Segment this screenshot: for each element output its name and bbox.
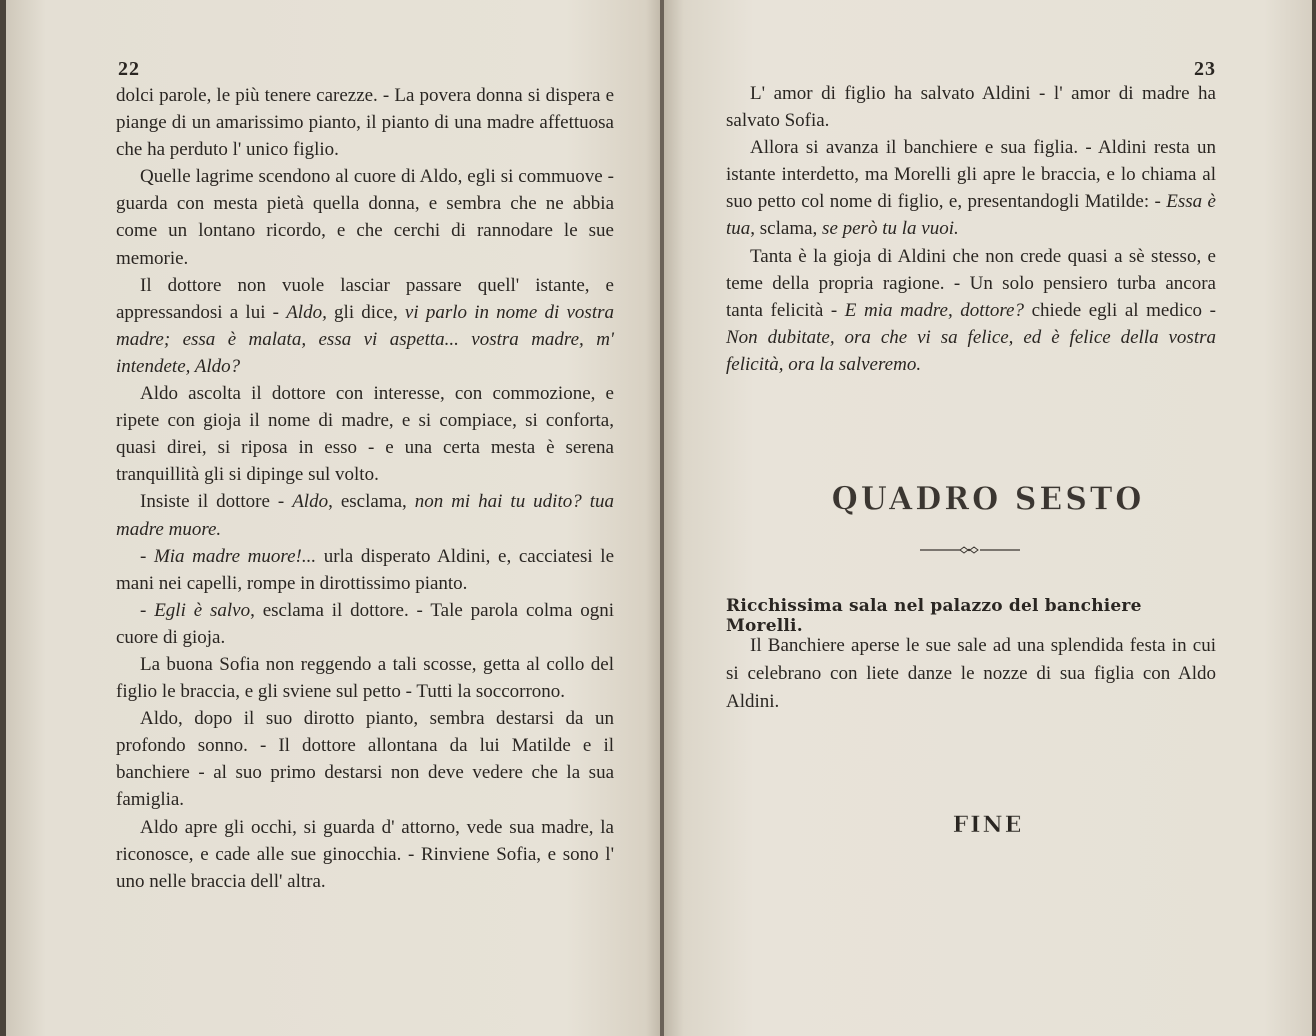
paragraph-text: Il dottore non vuole lasciar passare quell' istante, e appressandosi a lui - [116, 274, 614, 323]
italic-speech: Aldo [292, 491, 329, 513]
paragraph: Quelle lagrime scendono al cuore di Aldo, egli si commuove - guarda con mesta pietà quella donna, e sembra che ne abbia come un lontano ricordo, e che cerchi di rannodare le sue memorie. [116, 166, 614, 269]
paragraph: Aldo ascolta il dottore con interesse, con commozione, e ripete con gioja il nome di madre, e si compiace, si conforta, quasi direi, si riposa in esso - e una certa mesta è serena tranquillità gli si dipinge sul volto. [116, 383, 614, 486]
paragraph-text: - [140, 599, 155, 621]
paragraph [726, 134, 1216, 242]
italic-speech: Essa è tua [726, 191, 1216, 240]
paragraph [116, 543, 614, 597]
section-heading-text: QUADRO SESTO [831, 481, 1145, 518]
paragraph: Il Banchiere aperse le sue sale ad una splendida festa in cui si celebrano con liete danze le nozze di sua figlia con Aldo Aldini. [726, 635, 1216, 712]
right-page-text [726, 80, 1216, 378]
italic-speech: Non dubitate, ora che vi sa felice, ed è felice della vostra felicità, ora la salveremo. [726, 326, 1216, 375]
paragraph-text: - [140, 545, 154, 567]
paragraph-text: Tanta è la gioja di Aldini che non crede quasi a sè stesso, e teme della propria ragione. - Un solo pensiero turba ancora tanta felicità - [726, 245, 1216, 321]
italic-speech: non mi hai tu udito? tua madre muore. [116, 491, 614, 540]
paragraph [116, 488, 614, 542]
italic-speech: Mia madre muore!... [153, 545, 317, 567]
paragraph: Aldo, dopo il suo dirotto pianto, sembra destarsi da un profondo sonno. - Il dottore allontana da lui Matilde e il banchiere - al suo primo destarsi non deve vedere che la sua famiglia. [116, 708, 614, 811]
paragraph [116, 272, 614, 380]
scene-description [726, 632, 1216, 716]
paragraph-text: urla disperato Aldini, e, cacciatesi le mani nei capelli, rompe in dirottissimo pianto. [116, 545, 614, 594]
paragraph-text: Allora si avanza il banchiere e sua figlia. - Aldini resta un istante interdetto, ma Morelli gli apre le braccia, e lo chiama al suo petto col nome di figlio, e, presentandogli Matilde: - [726, 137, 1216, 213]
paragraph [726, 243, 1216, 378]
italic-speech: se però tu la vuoi. [822, 218, 959, 240]
end-mark: FINE [952, 812, 1024, 838]
paragraph-text: , sclama, [750, 218, 823, 240]
paragraph-text: , esclama, [328, 491, 415, 513]
paragraph-text: , esclama il dottore. - Tale parola colma ogni cuore di gioja. [116, 599, 615, 648]
paragraph [116, 597, 614, 651]
italic-speech: Aldo, [286, 301, 327, 323]
section-heading [664, 482, 1312, 517]
right-book-edge [1312, 0, 1316, 1036]
paragraph: La buona Sofia non reggendo a tali scosse, getta al collo del figlio le braccia, e gli sviene sul petto - Tutti la soccorrono. [116, 653, 614, 703]
scene-title: Ricchissima sala nel palazzo del banchiere Morelli. [726, 596, 1142, 636]
paragraph: L' amor di figlio ha salvato Aldini - l' amor di madre ha salvato Sofia. [726, 83, 1216, 132]
ornament-divider-icon [920, 540, 1020, 560]
italic-speech: E mia madre, dottore? [844, 299, 1024, 321]
right-page [664, 0, 1312, 1036]
page-number: 23 [1194, 58, 1216, 80]
italic-speech: Egli è salvo [154, 599, 251, 621]
page-number: 22 [118, 58, 140, 80]
left-page-text [116, 82, 614, 895]
paragraph: Aldo apre gli occhi, si guarda d' attorno, vede sua madre, la riconosce, e cade alle sue ginocchia. - Rinviene Sofia, e sono l' uno nelle braccia dell' altra. [116, 816, 614, 892]
paragraph-text: Insiste il dottore - [140, 491, 293, 513]
italic-speech: vi parlo in nome di vostra madre; essa è malata, essa vi aspetta... vostra madre, m' intendete, Aldo? [116, 301, 614, 377]
paragraph-text: gli dice, [326, 301, 405, 323]
paragraph: dolci parole, le più tenere carezze. - La povera donna si dispera e piange di un amarissimo pianto, il pianto di una madre affettuosa che ha perduto l' unico figlio. [116, 85, 614, 161]
paragraph-text: chiede egli al medico - [1023, 299, 1216, 321]
left-page [6, 0, 662, 1036]
